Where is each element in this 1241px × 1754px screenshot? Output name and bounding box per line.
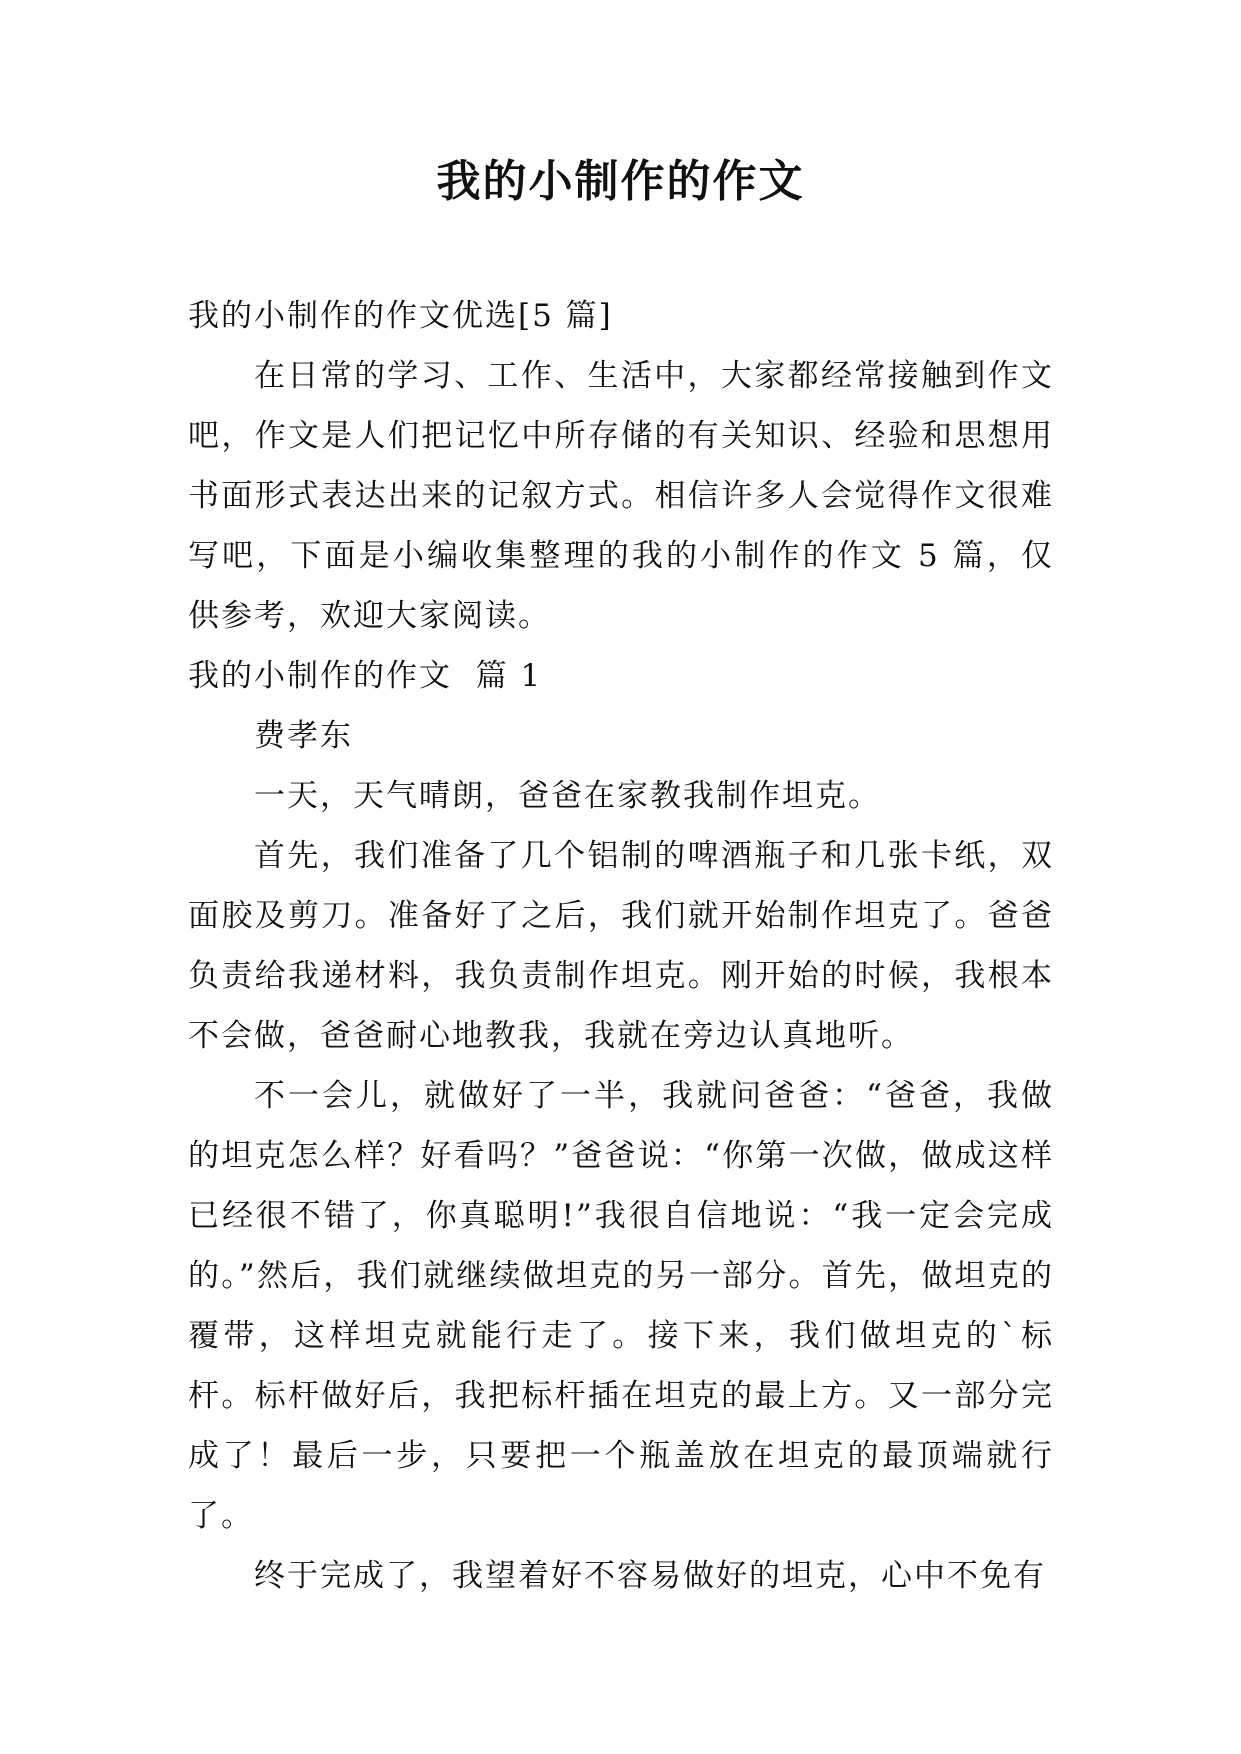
document-title: 我的小制作的作文 bbox=[436, 156, 805, 207]
author-line: 费孝东 bbox=[254, 718, 353, 754]
body-paragraph: 一天，天气晴朗，爸爸在家教我制作坦克。 bbox=[254, 778, 881, 814]
section-heading: 我的小制作的作文 篇 1 bbox=[188, 658, 543, 694]
body-paragraph: 不一会儿，就做好了一半，我就问爸爸：“爸爸，我做的坦克怎么样？好看吗？”爸爸说：“你第一次做，做成这样已经很不错了，你真聪明!”我很自信地说：“我一定会完成的。”然后，我们就继续做坦克的另一部分。首先，做坦克的覆带，这样坦克就能行走了。接下来，我们做坦克的`标杆。标杆做好后，我把标杆插在坦克的最上方。又一部分完成了！最后一步，只要把一个瓶盖放在坦克的最顶端就行了。 bbox=[188, 1078, 1054, 1534]
intro-paragraph: 在日常的学习、工作、生活中，大家都经常接触到作文吧，作文是人们把记忆中所存储的有关知识、经验和思想用书面形式表达出来的记叙方式。相信许多人会觉得作文很难写吧，下面是小编收集整理的我的小制作的作文 5 篇，仅供参考，欢迎大家阅读。 bbox=[188, 358, 1054, 634]
body-paragraph: 终于完成了，我望着好不容易做好的坦克，心中不免有 bbox=[254, 1558, 1046, 1594]
document-body bbox=[188, 286, 1054, 1606]
document-subtitle: 我的小制作的作文优选[5 篇] bbox=[188, 298, 613, 334]
body-paragraph: 首先，我们准备了几个铝制的啤酒瓶子和几张卡纸，双面胶及剪刀。准备好了之后，我们就开始制作坦克了。爸爸负责给我递材料，我负责制作坦克。刚开始的时候，我根本不会做，爸爸耐心地教我，我就在旁边认真地听。 bbox=[188, 838, 1054, 1054]
